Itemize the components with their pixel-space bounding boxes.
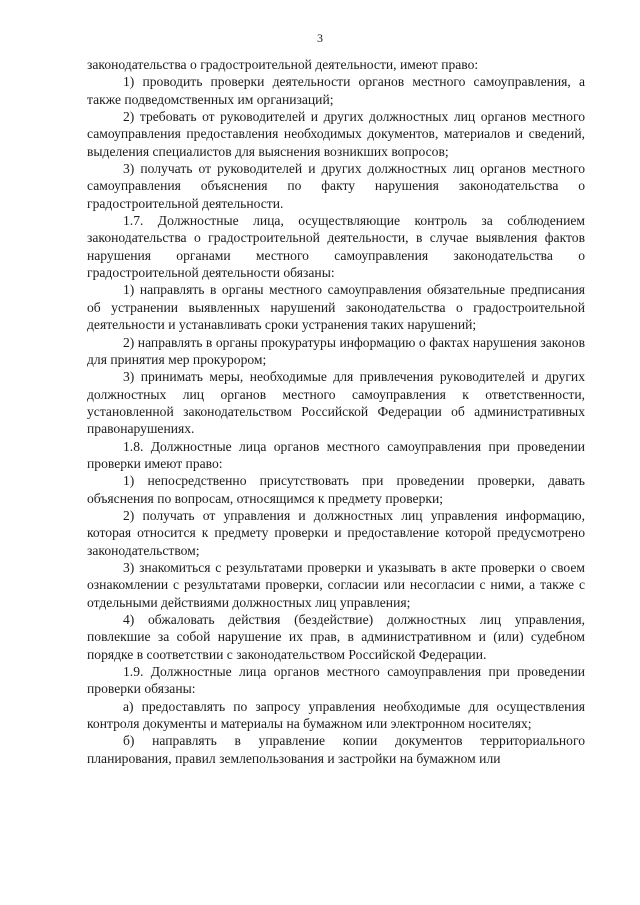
paragraph-right-3: 3) получать от руководителей и других должностных лиц органов местного самоуправления объяснения по факту нарушения законодательства о градостроительной деятельности.: [87, 161, 585, 211]
paragraph-section-1-8: 1.8. Должностные лица органов местного самоуправления при проведении проверки имеют право:: [87, 438, 585, 471]
paragraph-right-1: 1) проводить проверки деятельности органов местного самоуправления, а также подведомственных им организаций;: [87, 74, 585, 107]
paragraph-section-1-7: 1.7. Должностные лица, осуществляющие контроль за соблюдением законодательства о градостроительной деятельности, в случае выявления фактов нарушения органами местного самоуправления законодательства о градостроительной деятельности обязаны:: [87, 213, 585, 281]
paragraph-official-right-1: 1) непосредственно присутствовать при проведении проверки, давать объяснения по вопросам, относящимся к предмету проверки;: [87, 473, 585, 506]
paragraph-duty-2: 2) направлять в органы прокуратуры информацию о фактах нарушения законов для принятия мер прокурором;: [87, 334, 585, 367]
paragraph-right-2: 2) требовать от руководителей и других должностных лиц органов местного самоуправления предоставления необходимых документов, материалов и сведений, выделения специалистов для выяснения возникших вопросов;: [87, 109, 585, 159]
paragraph-obligation-b: б) направлять в управление копии документов территориального планирования, правил землепользования и застройки на бумажном или: [87, 733, 585, 766]
paragraph-obligation-a: а) предоставлять по запросу управления необходимые для осуществления контроля документы и материалы на бумажном или электронном носителях;: [87, 698, 585, 732]
document-body: [87, 56, 585, 767]
paragraph-duty-1: 1) направлять в органы местного самоуправления обязательные предписания об устранении выявленных нарушений законодательства о градостроительной деятельности и устанавливать сроки устранения таких нарушений;: [87, 282, 585, 333]
paragraph-duty-3: 3) принимать меры, необходимые для привлечения руководителей и других должностных лиц органов местного самоуправления к ответственности, установленной законодательством Российской Федерации об административных правонарушениях.: [87, 369, 585, 437]
paragraph-official-right-4: 4) обжаловать действия (бездействие) должностных лиц управления, повлекшие за собой нарушение их прав, в административном и (или) судебном порядке в соответствии с законодательством Российской Федерации.: [87, 612, 585, 662]
paragraph-official-right-2: 2) получать от управления и должностных лиц управления информацию, которая относится к предмету проверки и предоставление которой предусмотрено законодательством;: [87, 507, 585, 558]
paragraph-section-1-9: 1.9. Должностные лица органов местного самоуправления при проведении проверки обязаны:: [87, 664, 585, 697]
page-number: 3: [317, 31, 323, 45]
paragraph-continuation: законодательства о градостроительной деятельности, имеют право:: [87, 57, 479, 72]
paragraph-official-right-3: 3) знакомиться с результатами проверки и указывать в акте проверки о своем ознакомлении с результатами проверки, согласии или несогласии с ними, а также с отдельными действиями должностных лиц управления;: [87, 559, 585, 610]
